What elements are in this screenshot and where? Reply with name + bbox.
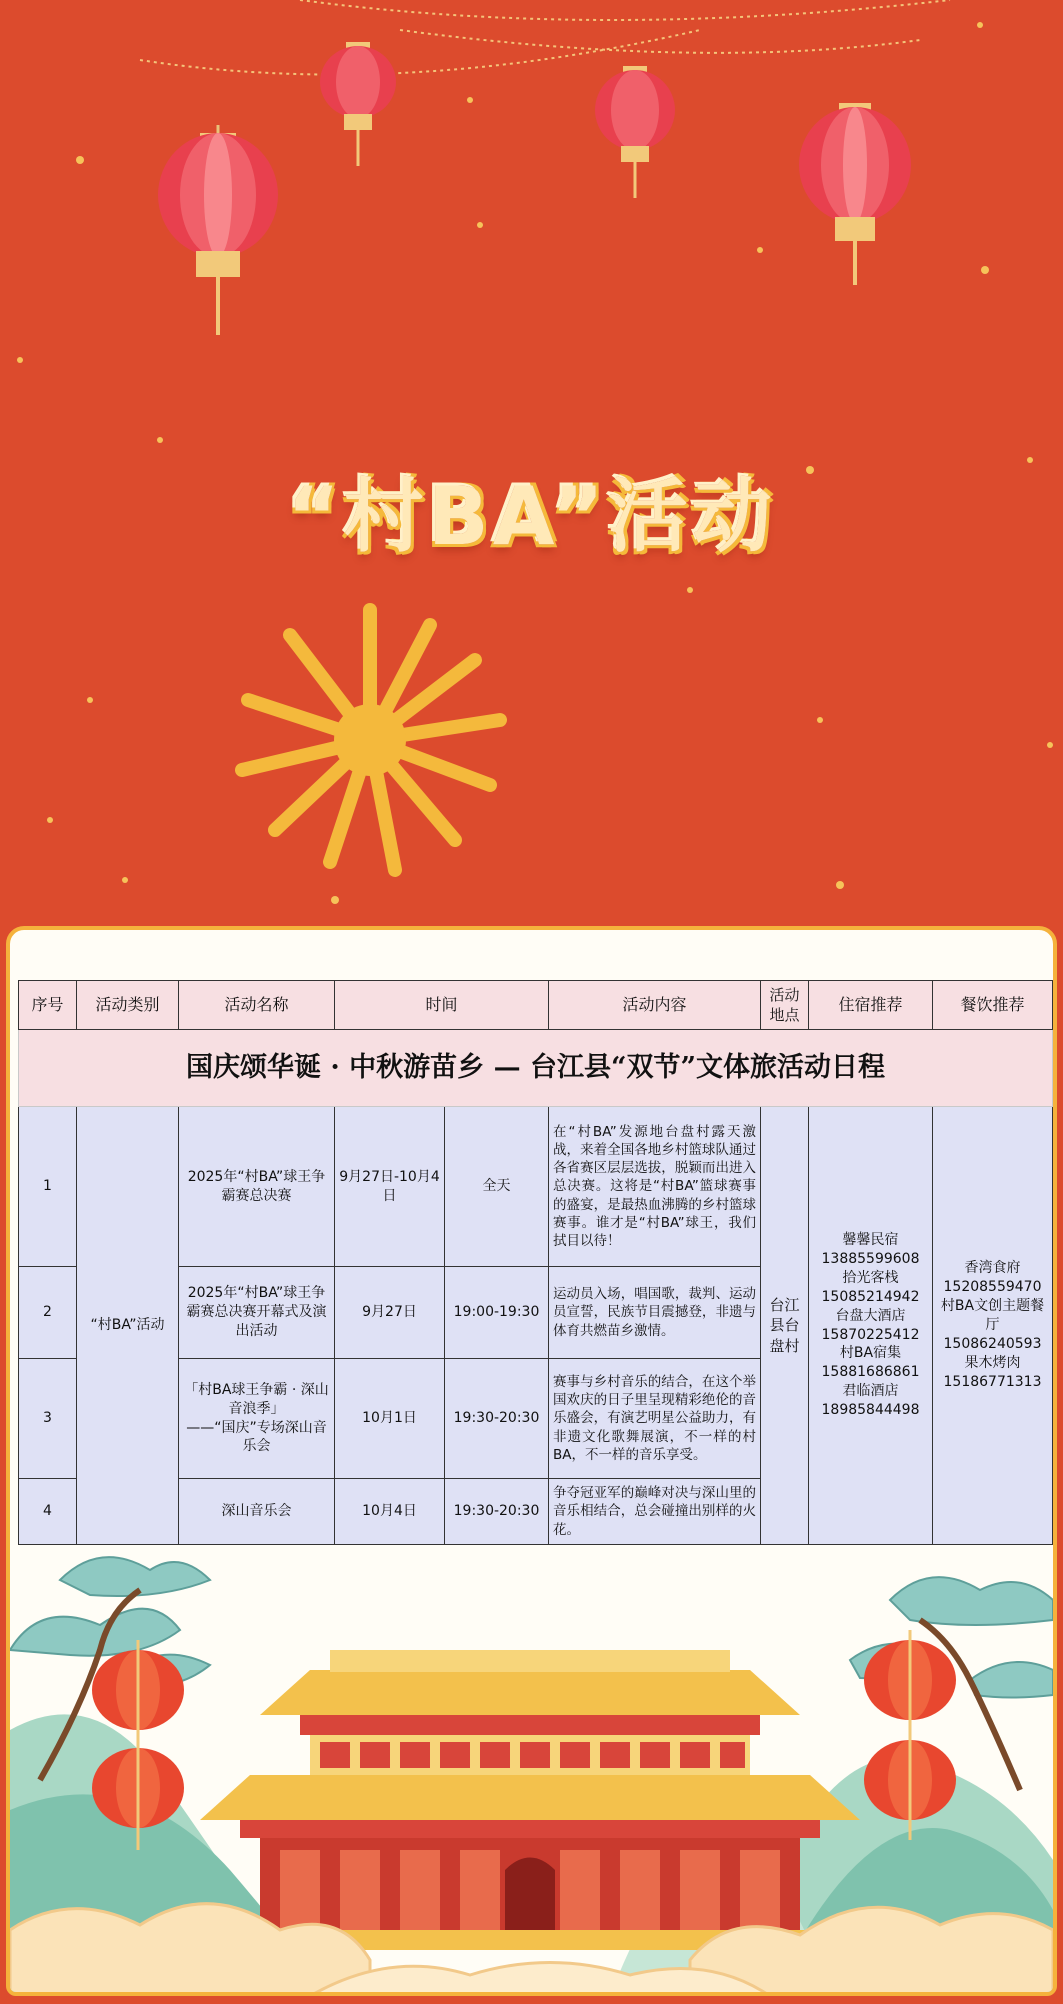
row-date: 10月4日 bbox=[335, 1479, 445, 1545]
row-content: 在“村BA”发源地台盘村露天激战，来着全国各地乡村篮球队通过各省赛区层层选拔，脱颖而出进入总决赛。这将是“村BA”篮球赛事的盛宴，是最热血沸腾的乡村篮球赛事。谁才是“村BA”球王，我们拭目以待！ bbox=[549, 1107, 761, 1267]
row-dining: 香湾食府 15208559470 村BA文创主题餐厅 15086240593 果木烤肉 15186771313 bbox=[933, 1107, 1053, 1545]
schedule-title: 国庆颂华诞 · 中秋游苗乡 — 台江县“双节”文体旅活动日程 bbox=[19, 1030, 1053, 1107]
row-date: 9月27日 bbox=[335, 1267, 445, 1359]
row-hours: 全天 bbox=[445, 1107, 549, 1267]
row-date: 10月1日 bbox=[335, 1359, 445, 1479]
row-name: 「村BA球王争霸 · 深山音浪季」 ——“国庆”专场深山音乐会 bbox=[179, 1359, 335, 1479]
landscape-illustration bbox=[10, 1530, 1053, 1996]
hero-banner bbox=[0, 0, 1063, 930]
schedule-table bbox=[18, 980, 1053, 1545]
row-index: 4 bbox=[19, 1479, 77, 1545]
row-hours: 19:30-20:30 bbox=[445, 1359, 549, 1479]
row-index: 2 bbox=[19, 1267, 77, 1359]
header-dining: 餐饮推荐 bbox=[933, 981, 1053, 1030]
hero-title: “村BA”活动 bbox=[287, 470, 776, 563]
table-row bbox=[19, 1107, 1053, 1267]
row-content: 运动员入场，唱国歌，裁判、运动员宣誓，民族节目震撼登，非遗与体育共燃苗乡激情。 bbox=[549, 1267, 761, 1359]
palace-icon bbox=[190, 1650, 870, 1950]
lantern-icon bbox=[158, 125, 278, 335]
row-lodging: 馨馨民宿 13885599608 拾光客栈 15085214942 台盘大酒店 15870225412 村BA宿集 15881686861 君临酒店 18985844498 bbox=[809, 1107, 933, 1545]
schedule-frame bbox=[6, 926, 1057, 1996]
lantern-icon bbox=[320, 42, 396, 166]
header-index: 序号 bbox=[19, 981, 77, 1030]
header-lodging: 住宿推荐 bbox=[809, 981, 933, 1030]
row-name: 深山音乐会 bbox=[179, 1479, 335, 1545]
lantern-icon bbox=[595, 66, 675, 198]
header-content: 活动内容 bbox=[549, 981, 761, 1030]
header-name: 活动名称 bbox=[179, 981, 335, 1030]
header-time: 时间 bbox=[335, 981, 549, 1030]
row-content: 争夺冠亚军的巅峰对决与深山里的音乐相结合，总会碰撞出别样的火花。 bbox=[549, 1479, 761, 1545]
row-index: 3 bbox=[19, 1359, 77, 1479]
lantern-icon bbox=[799, 103, 911, 285]
row-hours: 19:30-20:30 bbox=[445, 1479, 549, 1545]
row-date: 9月27日-10月4日 bbox=[335, 1107, 445, 1267]
schedule-table-wrap bbox=[18, 980, 1052, 1545]
header-location: 活动地点 bbox=[761, 981, 809, 1030]
row-location: 台江县台盘村 bbox=[761, 1107, 809, 1545]
row-category: “村BA”活动 bbox=[77, 1107, 179, 1545]
row-hours: 19:00-19:30 bbox=[445, 1267, 549, 1359]
row-index: 1 bbox=[19, 1107, 77, 1267]
row-content: 赛事与乡村音乐的结合，在这个举国欢庆的日子里呈现精彩绝伦的音乐盛会，有演艺明星公益助力，有非遗文化歌舞展演，不一样的村BA，不一样的音乐享受。 bbox=[549, 1359, 761, 1479]
row-name: 2025年“村BA”球王争霸赛总决赛开幕式及演出活动 bbox=[179, 1267, 335, 1359]
firework-icon bbox=[242, 610, 500, 870]
header-category: 活动类别 bbox=[77, 981, 179, 1030]
row-name: 2025年“村BA”球王争霸赛总决赛 bbox=[179, 1107, 335, 1267]
table-header-row bbox=[19, 981, 1053, 1030]
